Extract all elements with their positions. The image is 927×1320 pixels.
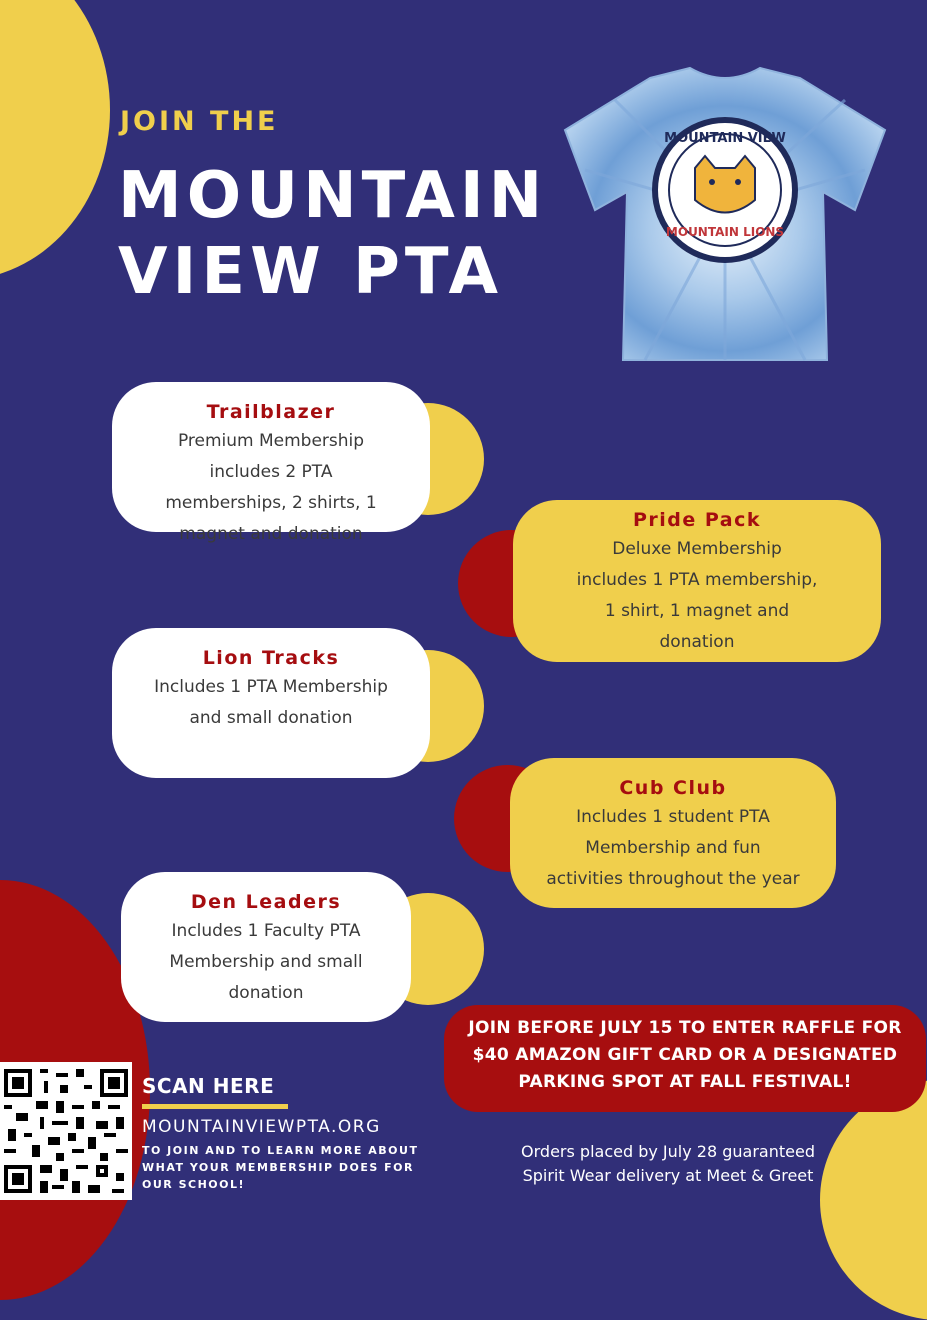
- join-learn-more-text: [142, 1142, 432, 1193]
- tier-name: Cub Club: [619, 777, 727, 799]
- tier-card-cub-club: [510, 758, 836, 908]
- tier-name: Trailblazer: [206, 401, 336, 423]
- scan-here-label: SCAN HERE: [142, 1074, 275, 1098]
- join-the-label: JOIN THE: [120, 106, 279, 137]
- tier-desc-line: Includes 1 Faculty PTA: [171, 921, 361, 941]
- tier-desc-line: Premium Membership: [177, 431, 365, 451]
- tier-desc-line: memberships, 2 shirts, 1: [165, 493, 377, 513]
- tier-name: Pride Pack: [632, 509, 762, 531]
- orders-line: Orders placed by July 28 guaranteed: [521, 1142, 815, 1161]
- tier-card-trailblazer: [112, 382, 430, 544]
- orders-line: Spirit Wear delivery at Meet & Greet: [522, 1166, 814, 1185]
- tier-desc-line: Includes 1 PTA Membership: [154, 677, 388, 697]
- mountain-lions-logo: [655, 120, 795, 260]
- promo-line: PARKING SPOT AT FALL FESTIVAL!: [518, 1072, 852, 1092]
- logo-bottom-text: MOUNTAIN LIONS: [665, 225, 785, 239]
- raffle-promo-banner: [444, 1005, 926, 1112]
- title-line-1: MOUNTAIN: [118, 159, 548, 233]
- tier-name: Lion Tracks: [202, 647, 340, 669]
- scan-here-underline: [142, 1104, 288, 1109]
- decor-yellow-circle-bottom-right: [820, 1080, 927, 1320]
- website-link[interactable]: MOUNTAINVIEWPTA.ORG: [142, 1117, 381, 1137]
- tier-card-lion-tracks: [112, 628, 430, 778]
- join-line: WHAT YOUR MEMBERSHIP DOES FOR: [142, 1161, 414, 1174]
- tier-desc-line: and small donation: [189, 708, 353, 728]
- tier-name: Den Leaders: [190, 891, 342, 913]
- tier-desc-line: Deluxe Membership: [612, 539, 782, 559]
- tier-description: [510, 802, 836, 895]
- logo-top-text: MOUNTAIN VIEW: [664, 131, 786, 146]
- tier-desc-line: activities throughout the year: [546, 869, 800, 889]
- join-line: OUR SCHOOL!: [142, 1178, 246, 1191]
- qr-code[interactable]: [0, 1062, 132, 1200]
- tier-desc-line: Includes 1 student PTA: [576, 807, 770, 827]
- tier-desc-line: includes 1 PTA membership,: [576, 570, 818, 590]
- join-line: TO JOIN AND TO LEARN MORE ABOUT: [142, 1144, 419, 1157]
- page-title: [118, 158, 547, 310]
- tier-desc-line: includes 2 PTA: [209, 462, 333, 482]
- tier-description: [112, 426, 430, 550]
- tier-desc-line: magnet and donation: [179, 524, 363, 544]
- promo-line: JOIN BEFORE JULY 15 TO ENTER RAFFLE FOR: [468, 1018, 902, 1038]
- tier-desc-line: Membership and fun: [585, 838, 761, 858]
- tier-card-pride-pack: [513, 500, 881, 662]
- tier-desc-line: Membership and small: [169, 952, 363, 972]
- orders-note: [478, 1140, 858, 1188]
- tier-description: [513, 534, 881, 658]
- decor-yellow-circle-top-left: [0, 0, 110, 280]
- tier-description: [121, 916, 411, 1009]
- tier-card-den-leaders: [121, 872, 411, 1022]
- tie-dye-shirt-image: [555, 60, 895, 370]
- tier-desc-line: donation: [228, 983, 304, 1003]
- title-line-2: VIEW PTA: [118, 235, 504, 309]
- tier-desc-line: donation: [659, 632, 735, 652]
- tier-description: [112, 672, 430, 734]
- promo-line: $40 AMAZON GIFT CARD OR A DESIGNATED: [472, 1045, 898, 1065]
- tier-desc-line: 1 shirt, 1 magnet and: [604, 601, 790, 621]
